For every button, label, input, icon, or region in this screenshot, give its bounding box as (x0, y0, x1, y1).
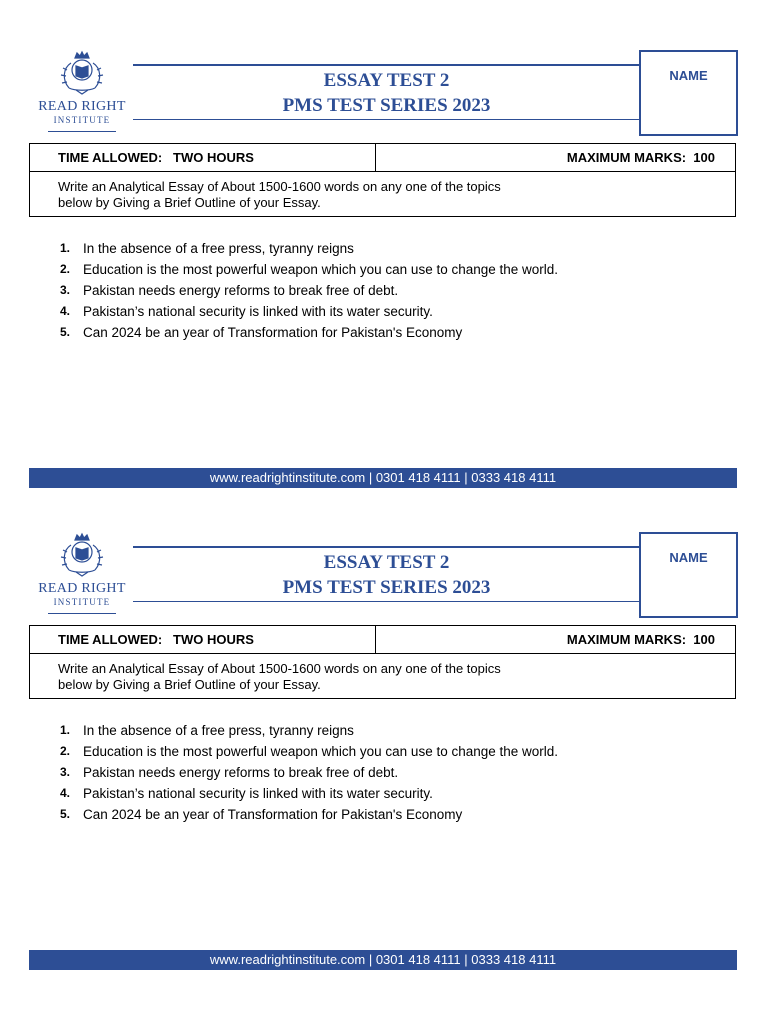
header-rule-top (133, 546, 640, 548)
maximum-marks: MAXIMUM MARKS: 100 (566, 150, 715, 165)
title-line-1: ESSAY TEST 2 (323, 552, 450, 573)
instructions (58, 179, 558, 211)
name-label: NAME (669, 68, 708, 83)
crest-icon (55, 50, 109, 98)
topic-number: 2. (60, 744, 71, 758)
instruction-line-2: below by Giving a Brief Outline of your Essay. (58, 677, 321, 692)
topic-number: 4. (60, 304, 71, 318)
logo-name: READ RIGHT (38, 99, 126, 114)
title-line-1: ESSAY TEST 2 (323, 70, 450, 91)
topic-number: 1. (60, 723, 71, 737)
instruction-line-1: Write an Analytical Essay of About 1500-1600 words on any one of the topics (58, 661, 501, 676)
topic-text: Can 2024 be an year of Transformation for Pakistan's Economy (83, 807, 463, 822)
test-sheet-1 (0, 0, 768, 485)
footer-contact-bar: www.readrightinstitute.com | 0301 418 4111 | 0333 418 4111 (29, 468, 737, 488)
topic-number: 5. (60, 807, 71, 821)
logo-subtitle: INSTITUTE (53, 115, 111, 125)
info-row (30, 626, 735, 654)
instruction-line-2: below by Giving a Brief Outline of your Essay. (58, 195, 321, 210)
header-rule-bottom (133, 119, 640, 120)
topic-number: 4. (60, 786, 71, 800)
maximum-marks: MAXIMUM MARKS: 100 (566, 632, 715, 647)
institute-logo (34, 532, 130, 618)
topic-text: Can 2024 be an year of Transformation for Pakistan's Economy (83, 325, 463, 340)
title-line-2: PMS TEST SERIES 2023 (282, 577, 491, 598)
topic-text: Education is the most powerful weapon which you can use to change the world. (83, 744, 559, 759)
topic-text: Education is the most powerful weapon which you can use to change the world. (83, 262, 559, 277)
logo-rule (48, 613, 116, 614)
name-label: NAME (669, 550, 708, 565)
header-rule-bottom (133, 601, 640, 602)
info-table (29, 143, 736, 217)
time-allowed: TIME ALLOWED: TWO HOURS (58, 632, 254, 647)
page-title (133, 68, 640, 118)
topic-text: Pakistan needs energy reforms to break free of debt. (83, 283, 399, 298)
instruction-line-1: Write an Analytical Essay of About 1500-1600 words on any one of the topics (58, 179, 501, 194)
topic-text: Pakistan’s national security is linked with its water security. (83, 304, 433, 319)
page-title (133, 550, 640, 600)
header-rule-top (133, 64, 640, 66)
topic-number: 3. (60, 283, 71, 297)
logo-rule (48, 131, 116, 132)
name-box[interactable] (639, 50, 738, 136)
info-table (29, 625, 736, 699)
topic-number: 2. (60, 262, 71, 276)
topic-number: 5. (60, 325, 71, 339)
topic-text: In the absence of a free press, tyranny reigns (83, 241, 354, 256)
instructions (58, 661, 558, 693)
topic-text: In the absence of a free press, tyranny reigns (83, 723, 354, 738)
topic-text: Pakistan’s national security is linked with its water security. (83, 786, 433, 801)
info-row (30, 144, 735, 172)
cell-divider (375, 144, 376, 171)
time-allowed: TIME ALLOWED: TWO HOURS (58, 150, 254, 165)
test-sheet-2 (0, 482, 768, 967)
topic-number: 1. (60, 241, 71, 255)
logo-subtitle: INSTITUTE (53, 597, 111, 607)
logo-name: READ RIGHT (38, 581, 126, 596)
title-line-2: PMS TEST SERIES 2023 (282, 95, 491, 116)
cell-divider (375, 626, 376, 653)
topic-text: Pakistan needs energy reforms to break free of debt. (83, 765, 399, 780)
crest-icon (55, 532, 109, 580)
topic-number: 3. (60, 765, 71, 779)
footer-contact-bar: www.readrightinstitute.com | 0301 418 4111 | 0333 418 4111 (29, 950, 737, 970)
institute-logo (34, 50, 130, 136)
name-box[interactable] (639, 532, 738, 618)
